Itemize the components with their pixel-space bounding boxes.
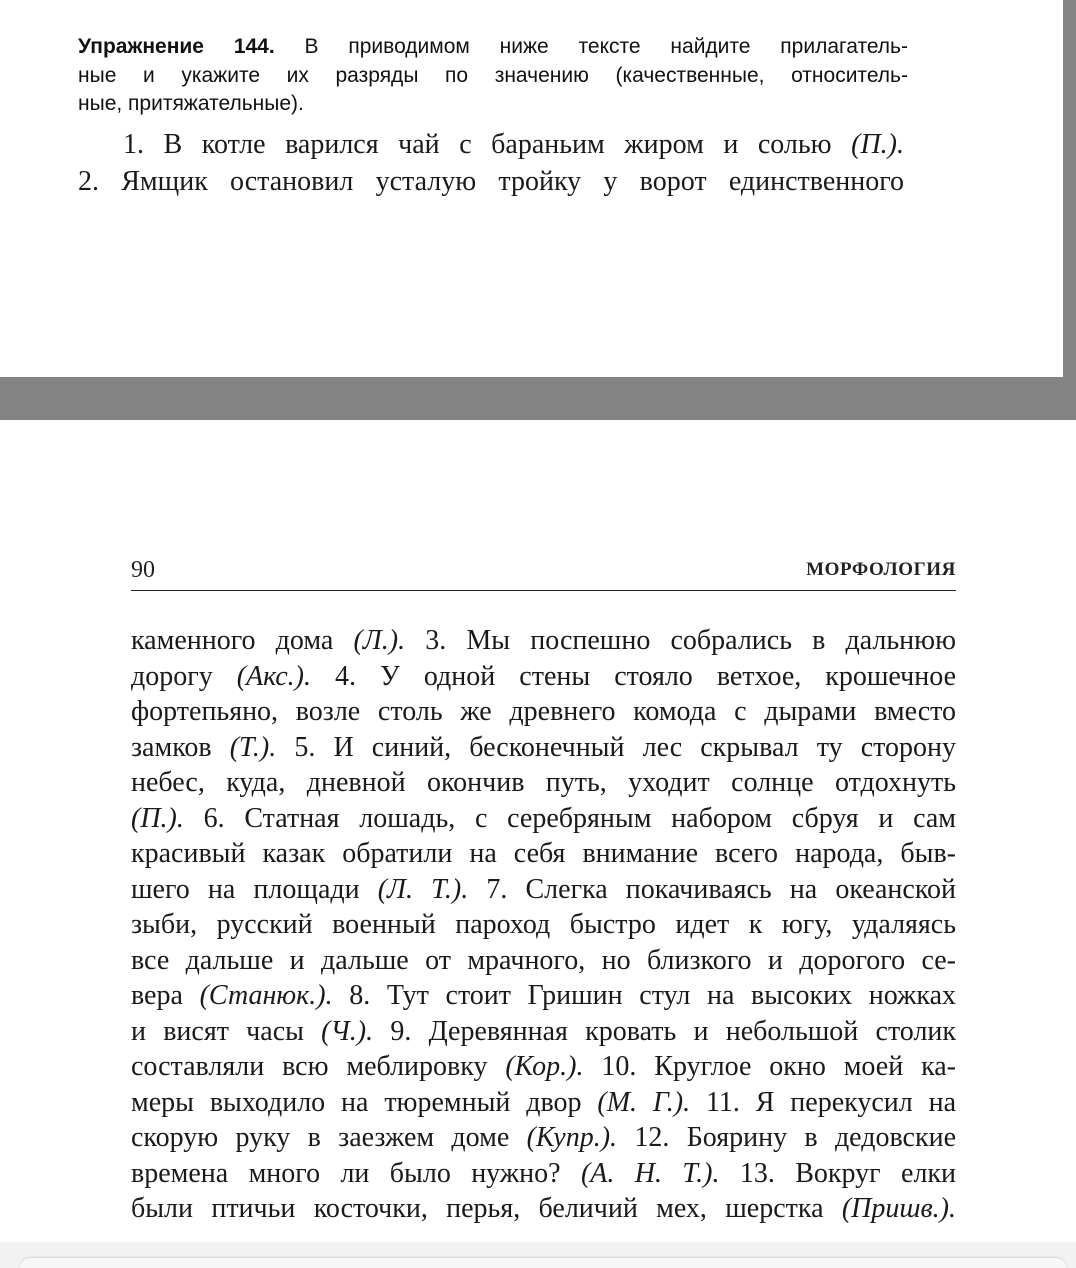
body-text-segment: скорую руку в заезжем доме <box>131 1122 527 1153</box>
body-paragraph <box>131 623 956 1227</box>
body-text-segment: времена много ли было нужно? <box>131 1157 581 1189</box>
source-ref: (Т.). <box>229 731 277 763</box>
body-text-segment: каменного дома <box>131 625 354 656</box>
source-ref: (Л. Т.). <box>377 873 469 905</box>
body-text-segment: 5. И синий, бесконечный лес скрывал ту сторону <box>276 731 956 763</box>
body-text-segment: 11. Я перекусил на <box>690 1086 957 1118</box>
body-text-segment: составляли всю меблировку <box>131 1051 506 1082</box>
source-ref: (Пришв.). <box>841 1193 956 1224</box>
top-line-1: 1. В котле варился чай с бараньим жиром и солью (П.). <box>123 129 904 160</box>
body-text-segment: вера <box>131 980 200 1011</box>
exercise-line-1: Упражнение 144. В приводимом ниже тексте найдите прилагатель- <box>78 35 908 58</box>
source-ref: (М. Г.). <box>597 1086 691 1118</box>
body-line <box>131 943 956 979</box>
body-text-segment: 10. Круглое окно моей ка- <box>583 1051 956 1082</box>
body-line <box>131 1156 956 1192</box>
exercise-line-2: ные и укажите их разряды по значению (качественные, относитель- <box>78 63 908 87</box>
body-line <box>131 836 956 872</box>
page-top-fragment <box>0 0 1063 377</box>
body-line <box>131 1120 956 1156</box>
top-line-2: 2. Ямщик остановил усталую тройку у ворот единственного <box>78 166 904 197</box>
source-ref: (П.). <box>131 802 184 834</box>
page-gap-divider <box>0 377 1076 420</box>
page-edge-divider <box>1063 0 1076 377</box>
body-text-segment: 12. Боярину в дедовские <box>617 1122 956 1153</box>
body-text-segment: 7. Слегка покачиваясь на океанской <box>468 873 957 905</box>
bottom-sheet-bar <box>0 1242 1076 1268</box>
body-text-segment: небес, куда, дневной окончив путь, уходит солнце отдохнуть <box>131 767 956 798</box>
body-text-segment: 8. Тут стоит Гришин стул на высоких ножках <box>332 980 956 1011</box>
body-text-segment: были птичьи косточки, перья, беличий мех, шерстка <box>131 1193 842 1224</box>
body-line <box>131 659 956 695</box>
page-number: 90 <box>131 557 155 583</box>
body-line <box>131 1049 956 1085</box>
body-line <box>131 623 956 659</box>
body-text-segment: красивый казак обратили на себя внимание всего народа, быв- <box>131 838 956 869</box>
source-ref: (Станюк.). <box>199 980 333 1011</box>
source-ref: (П.). <box>851 129 904 160</box>
body-text-segment: все дальше и дальше от мрачного, но близкого и дорогого се- <box>131 944 956 976</box>
body-line <box>131 872 956 908</box>
running-header <box>131 555 956 591</box>
source-ref: (Кор.). <box>505 1051 584 1082</box>
body-line <box>131 1191 956 1227</box>
body-text-segment: 9. Деревянная кровать и небольшой столик <box>373 1015 957 1047</box>
source-ref: (Акс.). <box>236 660 311 692</box>
body-text-segment: меры выходило на тюремный двор <box>131 1086 598 1118</box>
body-text-segment: дорогу <box>131 660 237 692</box>
body-line <box>131 730 956 766</box>
body-text-segment: зыби, русский военный пароход быстро идет к югу, удаляясь <box>131 909 956 940</box>
body-line <box>131 978 956 1014</box>
exercise-task <box>78 33 908 119</box>
body-line <box>131 801 956 837</box>
exercise-line-3: ные, притяжательные). <box>78 92 304 115</box>
source-ref: (Купр.). <box>526 1122 618 1153</box>
body-line <box>131 907 956 943</box>
body-line <box>131 694 956 730</box>
body-text-segment: и висят часы <box>131 1015 322 1047</box>
body-text-segment: 6. Статная лошадь, с серебряным набором сбруя и сам <box>183 802 956 834</box>
bottom-sheet-handle[interactable] <box>20 1258 1066 1268</box>
exercise-label: Упражнение 144. <box>78 35 275 58</box>
body-text-segment: фортепьяно, возле столь же древнего комода с дырами вместо <box>131 696 956 727</box>
source-ref: (Ч.). <box>321 1015 374 1047</box>
body-text-segment: шего на площади <box>131 873 378 905</box>
body-line <box>131 1014 956 1050</box>
body-text-segment: 13. Вокруг елки <box>719 1157 957 1189</box>
body-text-segment: 4. У одной стены стояло ветхое, крошечное <box>310 660 956 692</box>
body-text-segment: 3. Мы поспешно собрались в дальнюю <box>405 625 956 656</box>
body-text-segment: замков <box>131 731 230 763</box>
source-ref: (Л.). <box>353 625 406 656</box>
source-ref: (А. Н. Т.). <box>580 1157 720 1189</box>
section-title: МОРФОЛОГИЯ <box>806 559 956 580</box>
body-line <box>131 1085 956 1121</box>
body-line <box>131 765 956 801</box>
top-paragraph <box>78 126 904 200</box>
